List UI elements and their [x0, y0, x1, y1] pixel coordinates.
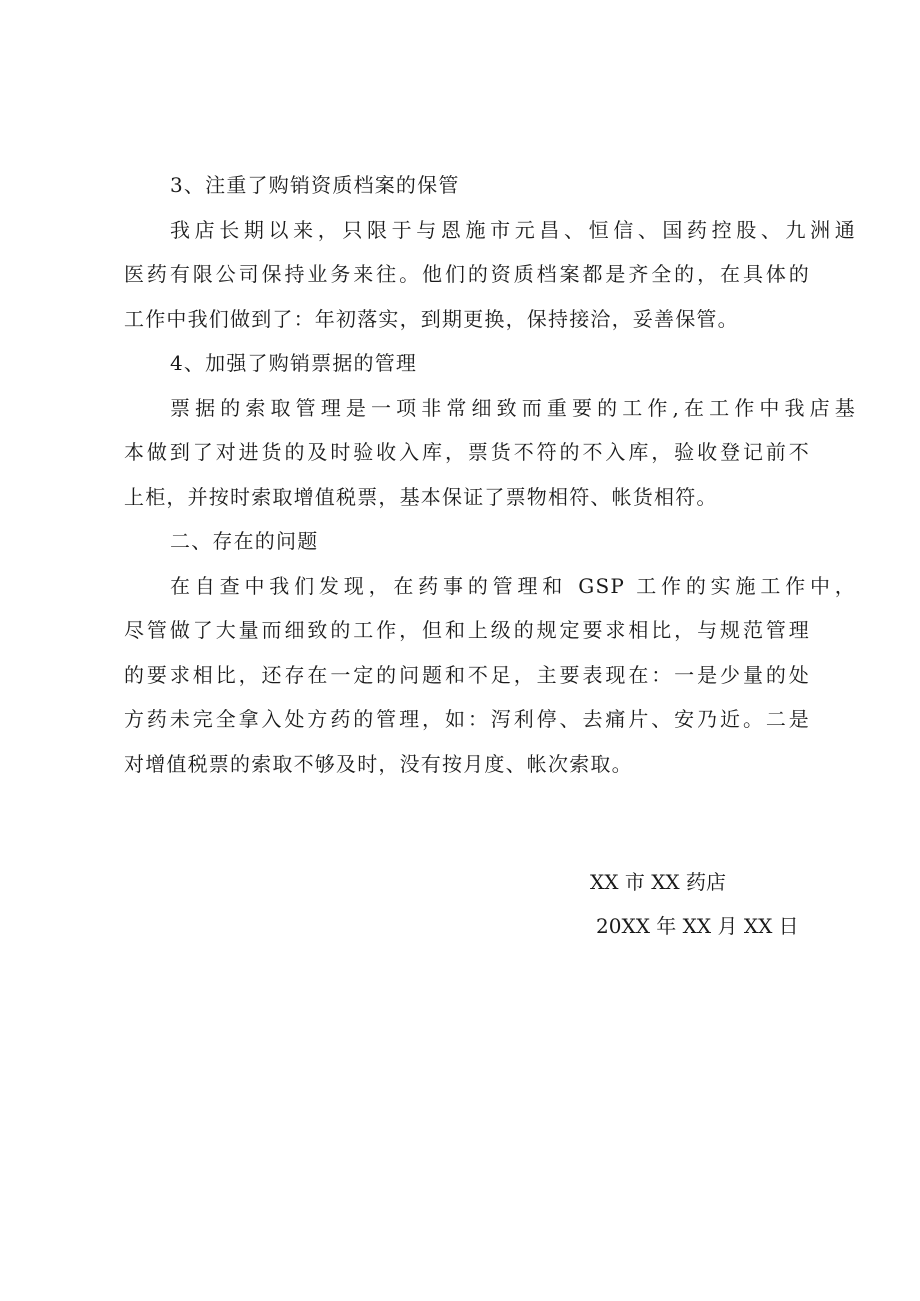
signature-block [590, 860, 799, 948]
signature-date: 20XX 年 XX 月 XX 日 [596, 914, 799, 938]
signature-organization: XX 市 XX 药店 [590, 870, 727, 894]
paragraph-line: 对增值税票的索取不够及时，没有按月度、帐次索取。 [124, 751, 633, 776]
section-heading-invoices: 4、加强了购销票据的管理 [170, 351, 418, 375]
paragraph-line: 票据的索取管理是一项非常细致而重要的工作,在工作中我店基 [170, 395, 856, 420]
paragraph-line: 在自查中我们发现，在药事的管理和 GSP 工作的实施工作中， [170, 573, 856, 598]
section-heading-archives: 3、注重了购销资质档案的保管 [170, 173, 460, 197]
paragraph-line: 我店长期以来，只限于与恩施市元昌、恒信、国药控股、九洲通 [170, 217, 856, 242]
section-heading-problems: 二、存在的问题 [170, 529, 319, 553]
paragraph-line: 医药有限公司保持业务来往。他们的资质档案都是齐全的，在具体的 [124, 262, 810, 286]
paragraph-line: 方药未完全拿入处方药的管理，如：泻利停、去痛片、安乃近。二是 [124, 707, 810, 731]
paragraph-line: 本做到了对进货的及时验收入库，票货不符的不入库，验收登记前不 [124, 440, 810, 464]
paragraph-line: 的要求相比，还存在一定的问题和不足，主要表现在：一是少量的处 [124, 662, 810, 687]
paragraph-line: 工作中我们做到了：年初落实，到期更换，保持接洽，妥善保管。 [124, 306, 739, 331]
paragraph-line: 尽管做了大量而细致的工作，但和上级的规定要求相比，与规范管理 [124, 618, 810, 642]
paragraph-line: 上柜，并按时索取增值税票，基本保证了票物相符、帐货相符。 [124, 484, 718, 509]
document-body [124, 163, 856, 786]
